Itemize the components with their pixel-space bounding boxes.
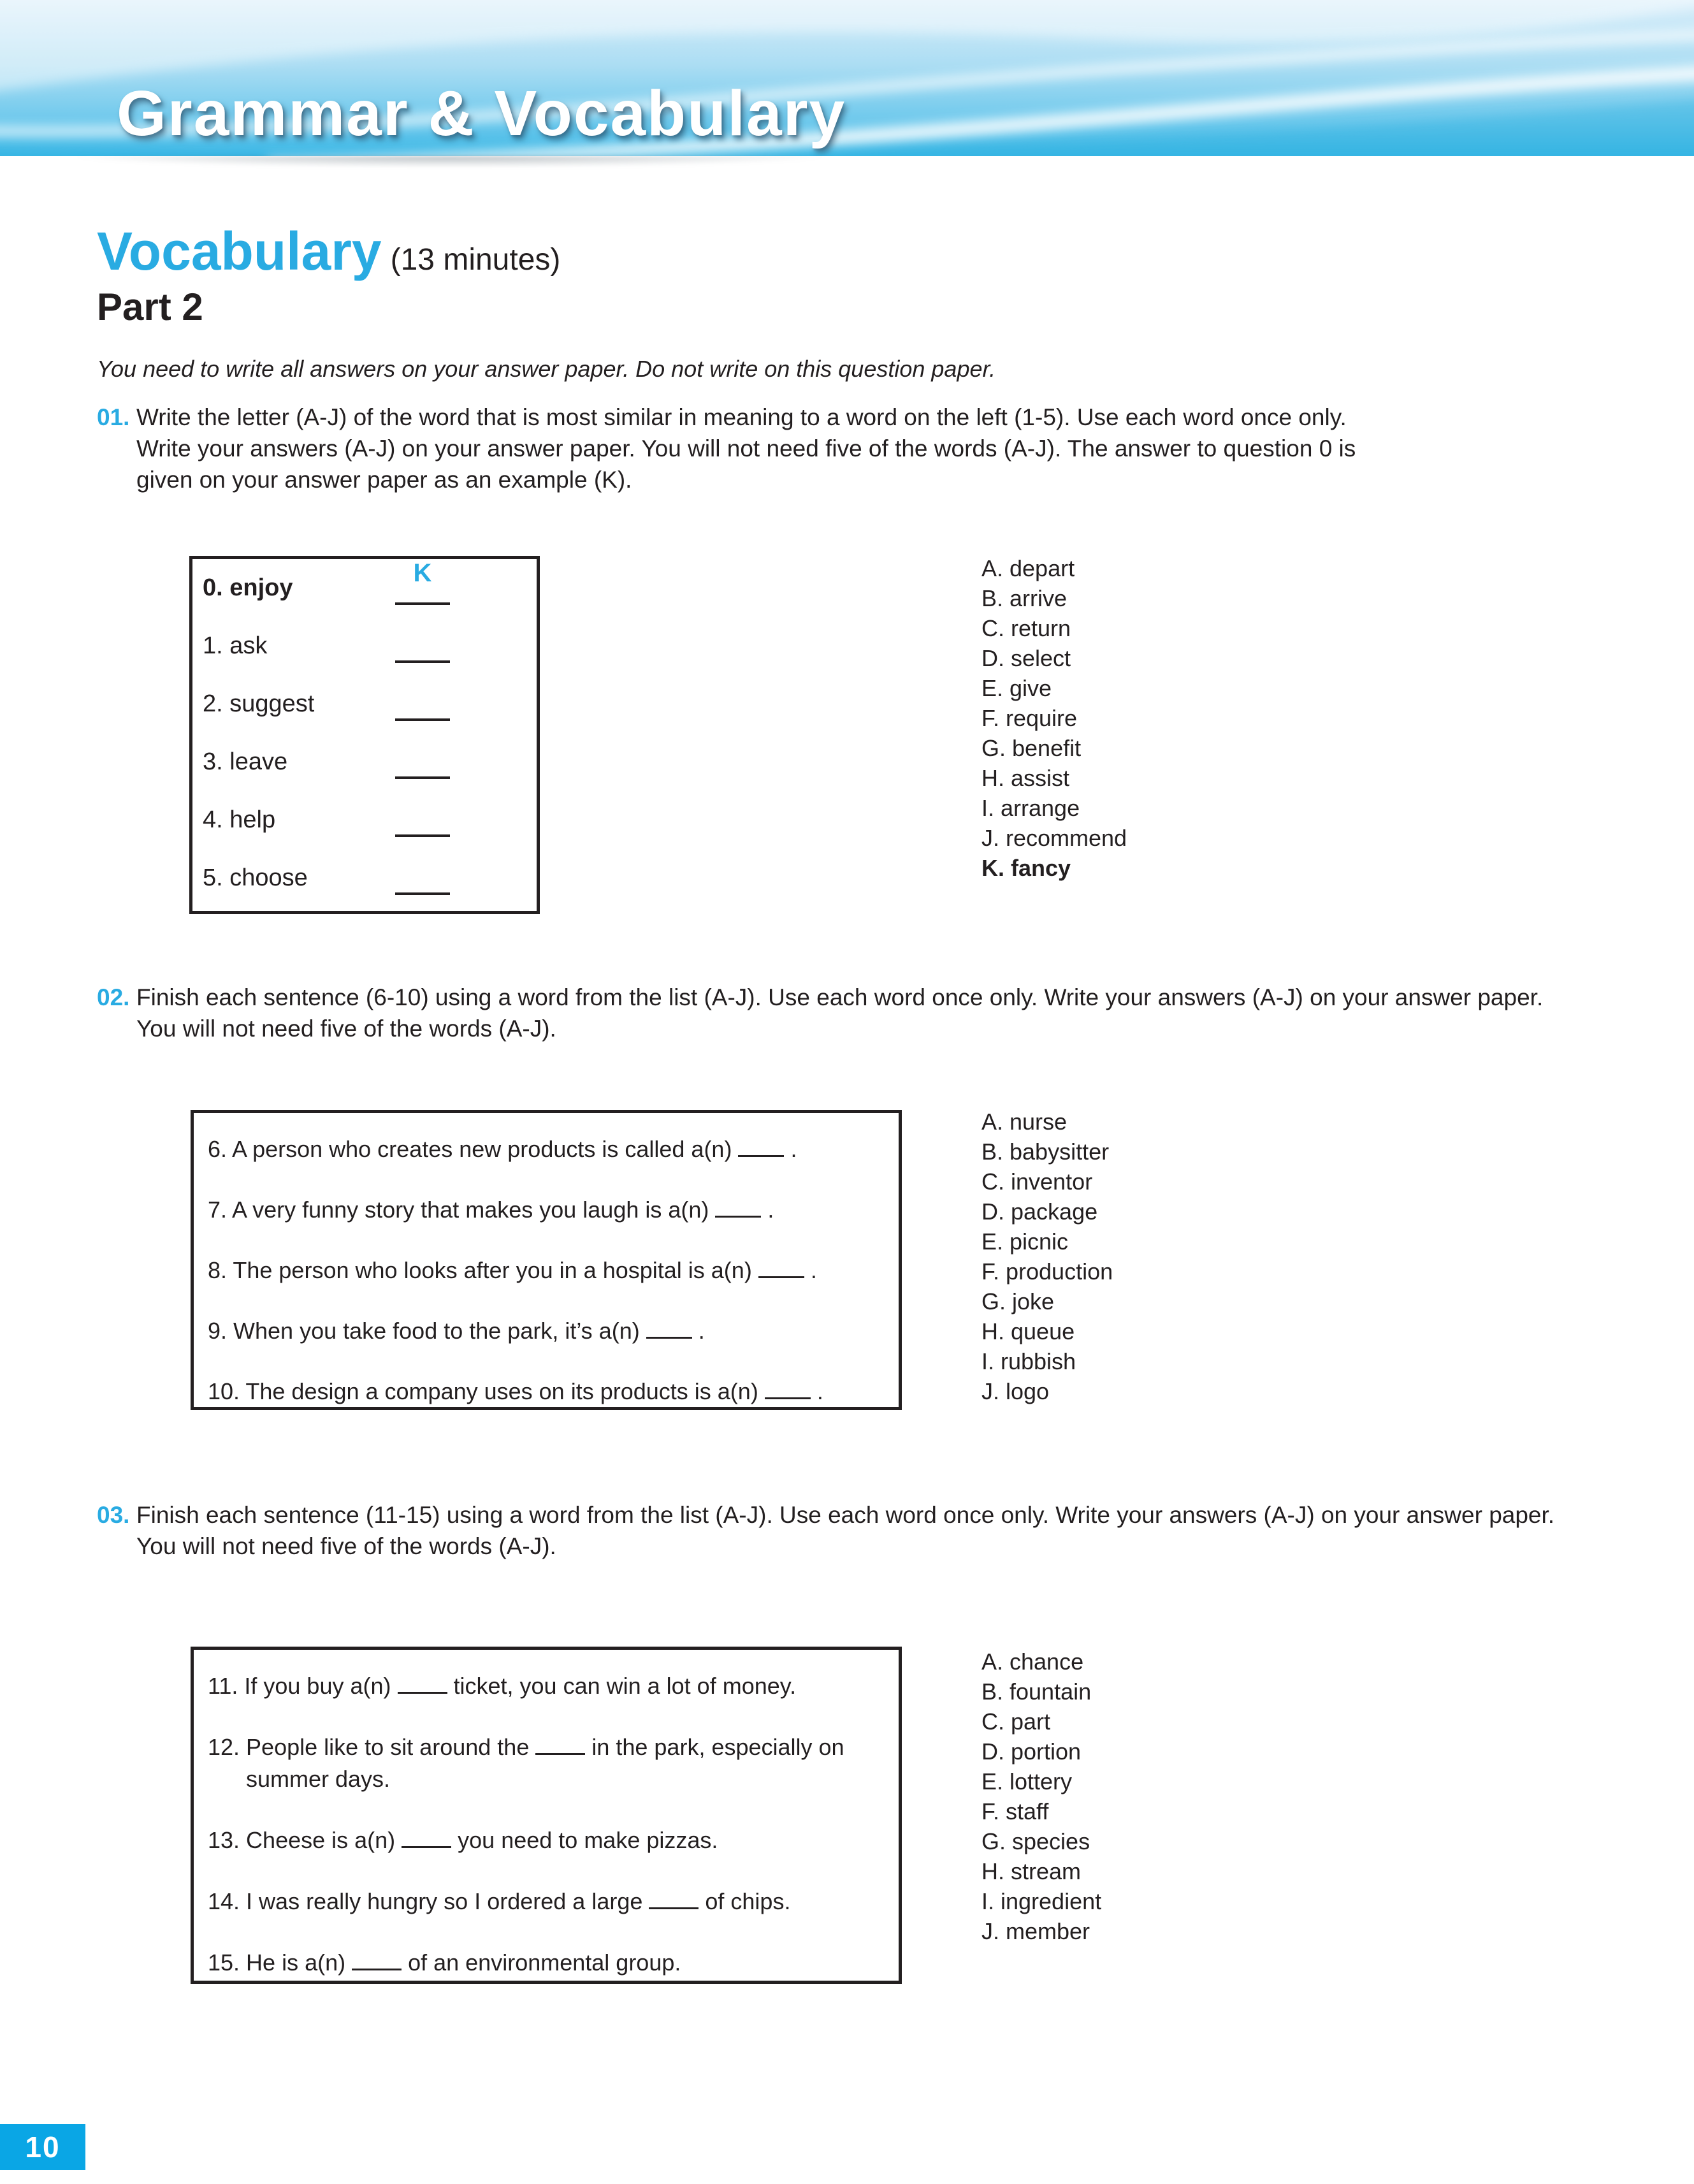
example-answer-k: K (413, 559, 432, 587)
sentence-text: . (698, 1318, 705, 1344)
sentence-item (208, 1374, 883, 1406)
word-list-item: H. assist (981, 765, 1070, 791)
exercise-01 (97, 402, 1356, 495)
sentence-text: 15. He is a(n) (208, 1949, 346, 1976)
word-list-item: C. return (981, 615, 1071, 641)
sentence-item (208, 1823, 883, 1856)
page-number: 10 (25, 2130, 61, 2164)
sentence-text: . (810, 1257, 817, 1283)
instruction-line: Finish each sentence (6-10) using a word from the list (A-J). Use each word once only. Write your answers (A-J) on your answer paper. (136, 984, 1544, 1010)
word-list-item: A. chance (981, 1649, 1084, 1675)
matching-row (192, 795, 537, 853)
word-list-item: E. give (981, 675, 1052, 701)
word-list-item: F. staff (981, 1798, 1049, 1824)
word-list-item: B. fountain (981, 1678, 1092, 1705)
sentence-text: 14. I was really hungry so I ordered a large (208, 1888, 643, 1914)
word-list-item: E. picnic (981, 1228, 1069, 1255)
word-list-item: D. select (981, 645, 1071, 671)
answer-blank-line (395, 862, 450, 895)
exercise-02-instructions (136, 982, 1543, 1044)
word-list-item: J. logo (981, 1378, 1050, 1404)
banner-shadow (9, 156, 927, 171)
word-list-item: J. member (981, 1918, 1090, 1944)
word-list-item: G. species (981, 1828, 1090, 1854)
sentence-item (208, 1946, 883, 1979)
sentence-text: . (767, 1197, 774, 1223)
word-list-item: B. babysitter (981, 1139, 1110, 1165)
matching-row (192, 679, 537, 737)
word-list-item: F. require (981, 705, 1078, 731)
word-list-item: I. rubbish (981, 1348, 1076, 1374)
instruction-line: Finish each sentence (11-15) using a word from the list (A-J). Use each word once only. Write your answers (A-J) on your answer paper. (136, 1502, 1555, 1528)
sentence-item (208, 1193, 883, 1225)
sentence-item (208, 1132, 883, 1164)
sentence-item (208, 1730, 883, 1795)
answer-blank-line (738, 1132, 784, 1157)
sentence-item (208, 1314, 883, 1346)
matching-item-label: 1. ask (203, 632, 268, 659)
sentence-text: 6. A person who creates new products is called a(n) (208, 1136, 732, 1162)
matching-row (192, 853, 537, 911)
matching-item-label: 3. leave (203, 748, 288, 775)
answer-blank-line (715, 1193, 761, 1218)
answer-blank-line (395, 630, 450, 663)
exercise-03-instructions (136, 1499, 1554, 1562)
instruction-line: Write your answers (A-J) on your answer paper. You will not need five of the words (A-J). The answer to question 0 is (136, 435, 1356, 462)
word-list-item: E. lottery (981, 1768, 1073, 1795)
sentence-text: you need to make pizzas. (458, 1827, 718, 1853)
sentence-item (208, 1253, 883, 1285)
instruction-line: Write the letter (A-J) of the word that is most similar in meaning to a word on the left (1-5). Use each word once only. (136, 404, 1347, 430)
answer-blank-line (352, 1946, 402, 1970)
sentence-text: . (816, 1378, 823, 1404)
sentence-text: in the park, especially on summer days. (246, 1734, 844, 1792)
instruction-line: given on your answer paper as an example (K). (136, 467, 632, 493)
word-list-item: C. inventor (981, 1168, 1093, 1195)
word-list-01 (981, 553, 1127, 883)
instruction-line: You will not need five of the words (A-J). (136, 1016, 556, 1042)
answer-blank-line (649, 1884, 699, 1909)
matching-row (192, 737, 537, 795)
matching-item-label: 5. choose (203, 864, 308, 891)
answer-blank-line (395, 572, 450, 605)
answer-blank-line (535, 1730, 585, 1755)
sentence-item (208, 1669, 883, 1702)
answer-blank-line (402, 1823, 451, 1848)
sentence-text: of chips. (705, 1888, 791, 1914)
sentence-text: ticket, you can win a lot of money. (453, 1673, 797, 1699)
word-list-item: I. ingredient (981, 1888, 1102, 1914)
matching-item-label: 4. help (203, 806, 276, 833)
word-list-02 (981, 1107, 1113, 1406)
word-list-03 (981, 1647, 1101, 1946)
section-duration: (13 minutes) (390, 243, 561, 277)
answer-blank-line (758, 1253, 804, 1278)
word-list-item: D. portion (981, 1738, 1082, 1765)
matching-box (189, 556, 540, 914)
sentence-text: 9. When you take food to the park, it’s a(n) (208, 1318, 640, 1344)
exercise-02 (97, 982, 1543, 1044)
answer-blank-line (398, 1669, 447, 1694)
word-list-item: C. part (981, 1708, 1051, 1735)
matching-row (192, 559, 537, 621)
banner-title: Grammar & Vocabulary (117, 78, 846, 149)
word-list-item: I. arrange (981, 795, 1080, 821)
word-list-item: A. depart (981, 555, 1075, 581)
sentence-text: 7. A very funny story that makes you laugh is a(n) (208, 1197, 709, 1223)
matching-row (192, 621, 537, 679)
word-list-item: B. arrive (981, 585, 1068, 611)
word-list-item: G. benefit (981, 735, 1082, 761)
sentence-text: 13. Cheese is a(n) (208, 1827, 396, 1853)
exercise-01-number: 01. (97, 404, 130, 430)
sentence-text: 12. People like to sit around the (208, 1734, 530, 1760)
word-list-item: H. stream (981, 1858, 1082, 1884)
exercise-01-instructions (136, 402, 1356, 495)
sentence-text: of an environmental group. (408, 1949, 681, 1976)
word-list-item: G. joke (981, 1288, 1055, 1314)
answer-blank-line (395, 804, 450, 837)
sentence-box-02 (191, 1110, 902, 1410)
answer-blank-line (765, 1374, 811, 1399)
word-list-item: D. package (981, 1198, 1098, 1225)
section-heading (97, 221, 561, 281)
instruction-line: You will not need five of the words (A-J). (136, 1533, 556, 1559)
word-list-item: H. queue (981, 1318, 1075, 1344)
word-list-item: K. fancy (981, 855, 1071, 881)
intro-note: You need to write all answers on your answer paper. Do not write on this question paper. (97, 356, 996, 382)
answer-blank-line (646, 1314, 692, 1339)
word-list-item: J. recommend (981, 825, 1127, 851)
matching-item-label: 2. suggest (203, 690, 315, 717)
sentence-text: 8. The person who looks after you in a hospital is a(n) (208, 1257, 752, 1283)
sentence-text: 10. The design a company uses on its products is a(n) (208, 1378, 758, 1404)
answer-blank-line (395, 746, 450, 779)
sentence-text: 11. If you buy a(n) (208, 1673, 391, 1699)
section-title: Vocabulary (97, 221, 382, 281)
sentence-text: . (790, 1136, 797, 1162)
exercise-03 (97, 1499, 1554, 1562)
page-banner (0, 0, 1694, 156)
word-list-item: F. production (981, 1258, 1113, 1285)
part-heading: Part 2 (97, 286, 203, 328)
sentence-item (208, 1884, 883, 1918)
sentence-box-03 (191, 1647, 902, 1984)
exercise-03-number: 03. (97, 1502, 130, 1528)
word-list-item: A. nurse (981, 1109, 1068, 1135)
matching-item-label: 0. enjoy (203, 574, 293, 601)
exercise-02-number: 02. (97, 984, 130, 1010)
answer-blank-line (395, 688, 450, 721)
page-number-box (0, 2124, 85, 2170)
